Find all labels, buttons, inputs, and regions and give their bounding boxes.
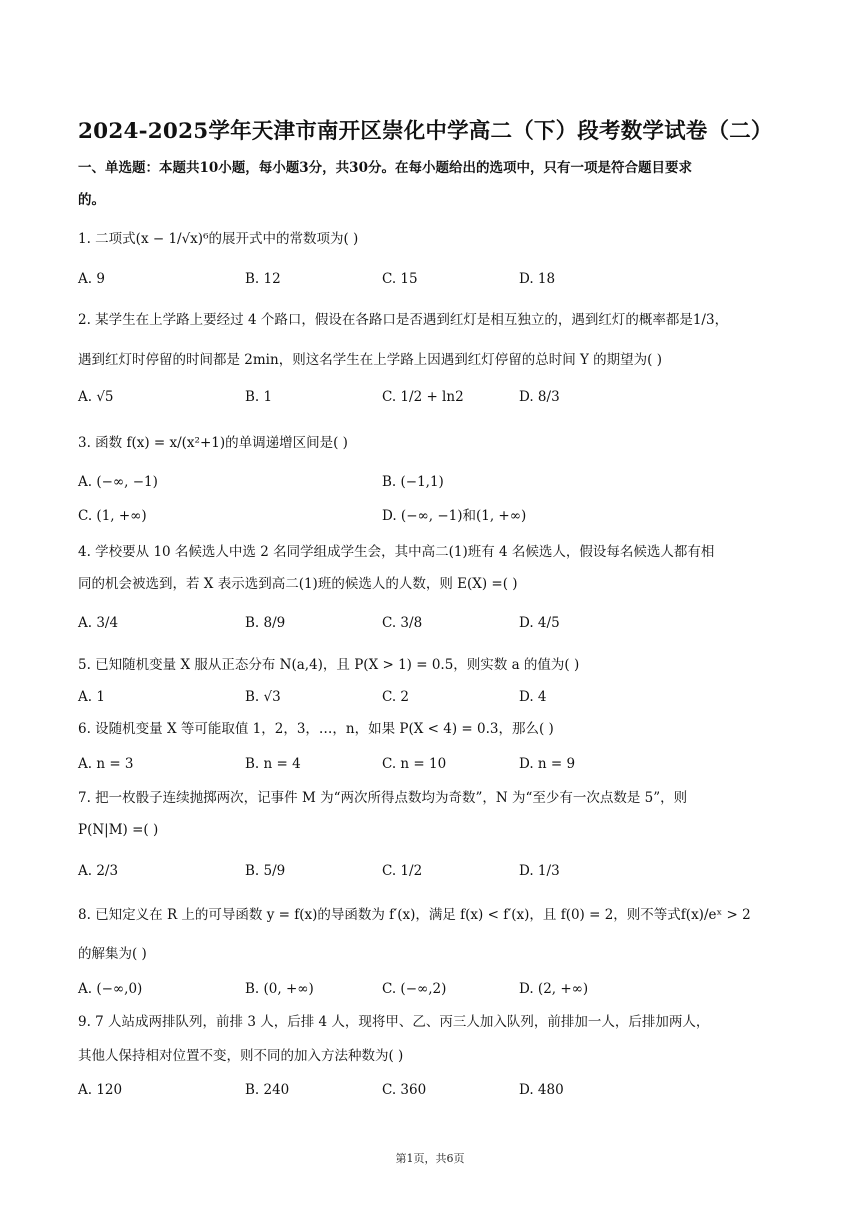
- question-4-stem-line1: 4. 学校要从 10 名候选人中选 2 名同学组成学生会，其中高二(1)班有 4 名候选人，假设每名候选人都有相: [78, 544, 715, 560]
- q8-option-d: D. (2, +∞): [519, 981, 589, 997]
- q9-option-d: D. 480: [519, 1082, 564, 1098]
- q6-option-b: B. n = 4: [245, 756, 301, 772]
- q6-option-a: A. n = 3: [78, 756, 134, 772]
- q4-option-a: A. 3/4: [78, 615, 119, 631]
- q4-option-b: B. 8/9: [245, 615, 286, 631]
- question-8-stem-line2: 的解集为( ): [78, 946, 147, 962]
- exam-title: 2024-2025学年天津市南开区崇化中学高二（下）段考数学试卷（二）: [78, 119, 773, 144]
- q1-option-a: A. 9: [78, 271, 105, 287]
- q6-option-c: C. n = 10: [382, 756, 447, 772]
- q1-option-d: D. 18: [519, 271, 556, 287]
- question-8-stem-line1: 8. 已知定义在 R 上的可导函数 y = f(x)的导函数为 f′(x)，满足 f(x) < f′(x)，且 f(0) = 2，则不等式f(x)/eˣ > 2: [78, 907, 751, 923]
- q1-option-c: C. 15: [382, 271, 418, 287]
- q9-option-c: C. 360: [382, 1082, 427, 1098]
- q7-option-d: D. 1/3: [519, 863, 560, 879]
- q7-option-c: C. 1/2: [382, 863, 423, 879]
- q7-option-a: A. 2/3: [78, 863, 119, 879]
- q9-option-a: A. 120: [78, 1082, 123, 1098]
- question-7-stem-line2: P(N|M) =( ): [78, 822, 159, 838]
- question-1-stem: 1. 二项式(x − 1/√x)⁶的展开式中的常数项为( ): [78, 231, 359, 247]
- q2-option-d: D. 8/3: [519, 389, 560, 405]
- question-5-stem: 5. 已知随机变量 X 服从正态分布 N(a,4)，且 P(X > 1) = 0.5，则实数 a 的值为( ): [78, 657, 580, 673]
- section-heading-line1: 一、单选题：本题共10小题，每小题3分，共30分。在每小题给出的选项中，只有一项是符合题目要求: [78, 160, 692, 176]
- q2-option-a: A. √5: [78, 389, 114, 405]
- question-4-stem-line2: 同的机会被选到，若 X 表示选到高二(1)班的候选人的人数，则 E(X) =( ): [78, 576, 518, 592]
- q9-option-b: B. 240: [245, 1082, 290, 1098]
- q1-option-b: B. 12: [245, 271, 281, 287]
- q5-option-a: A. 1: [78, 689, 105, 705]
- q4-option-d: D. 4/5: [519, 615, 560, 631]
- q3-option-b: B. (−1,1): [382, 474, 444, 490]
- q5-option-c: C. 2: [382, 689, 410, 705]
- q3-option-a: A. (−∞, −1): [78, 474, 158, 490]
- question-7-stem-line1: 7. 把一枚骰子连续抛掷两次，记事件 M 为“两次所得点数均为奇数”，N 为“至少有一次点数是 5”，则: [78, 790, 688, 806]
- question-2-stem-line1: 2. 某学生在上学路上要经过 4 个路口，假设在各路口是否遇到红灯是相互独立的，遇到红灯的概率都是1/3，: [78, 312, 729, 328]
- q4-option-c: C. 3/8: [382, 615, 423, 631]
- q2-option-b: B. 1: [245, 389, 273, 405]
- q8-option-b: B. (0, +∞): [245, 981, 314, 997]
- question-3-stem: 3. 函数 f(x) = x/(x²+1)的单调递增区间是( ): [78, 435, 348, 451]
- question-9-stem-line1: 9. 7 人站成两排队列，前排 3 人，后排 4 人，现将甲、乙、丙三人加入队列，前排加一人，后排加两人，: [78, 1014, 710, 1030]
- q7-option-b: B. 5/9: [245, 863, 286, 879]
- section-heading-line2: 的。: [78, 192, 105, 208]
- page-footer: 第1页，共6页: [395, 1152, 465, 1165]
- q6-option-d: D. n = 9: [519, 756, 576, 772]
- q8-option-c: C. (−∞,2): [382, 981, 447, 997]
- q3-option-d: D. (−∞, −1)和(1, +∞): [382, 508, 527, 524]
- q5-option-d: D. 4: [519, 689, 547, 705]
- question-2-stem-line2: 遇到红灯时停留的时间都是 2min，则这名学生在上学路上因遇到红灯停留的总时间 Y 的期望为( ): [78, 352, 663, 368]
- question-6-stem: 6. 设随机变量 X 等可能取值 1，2，3，…，n，如果 P(X < 4) = 0.3，那么( ): [78, 721, 554, 737]
- q2-option-c: C. 1/2 + ln2: [382, 389, 464, 405]
- q5-option-b: B. √3: [245, 689, 281, 705]
- q8-option-a: A. (−∞,0): [78, 981, 143, 997]
- question-9-stem-line2: 其他人保持相对位置不变，则不同的加入方法种数为( ): [78, 1048, 404, 1064]
- q3-option-c: C. (1, +∞): [78, 508, 147, 524]
